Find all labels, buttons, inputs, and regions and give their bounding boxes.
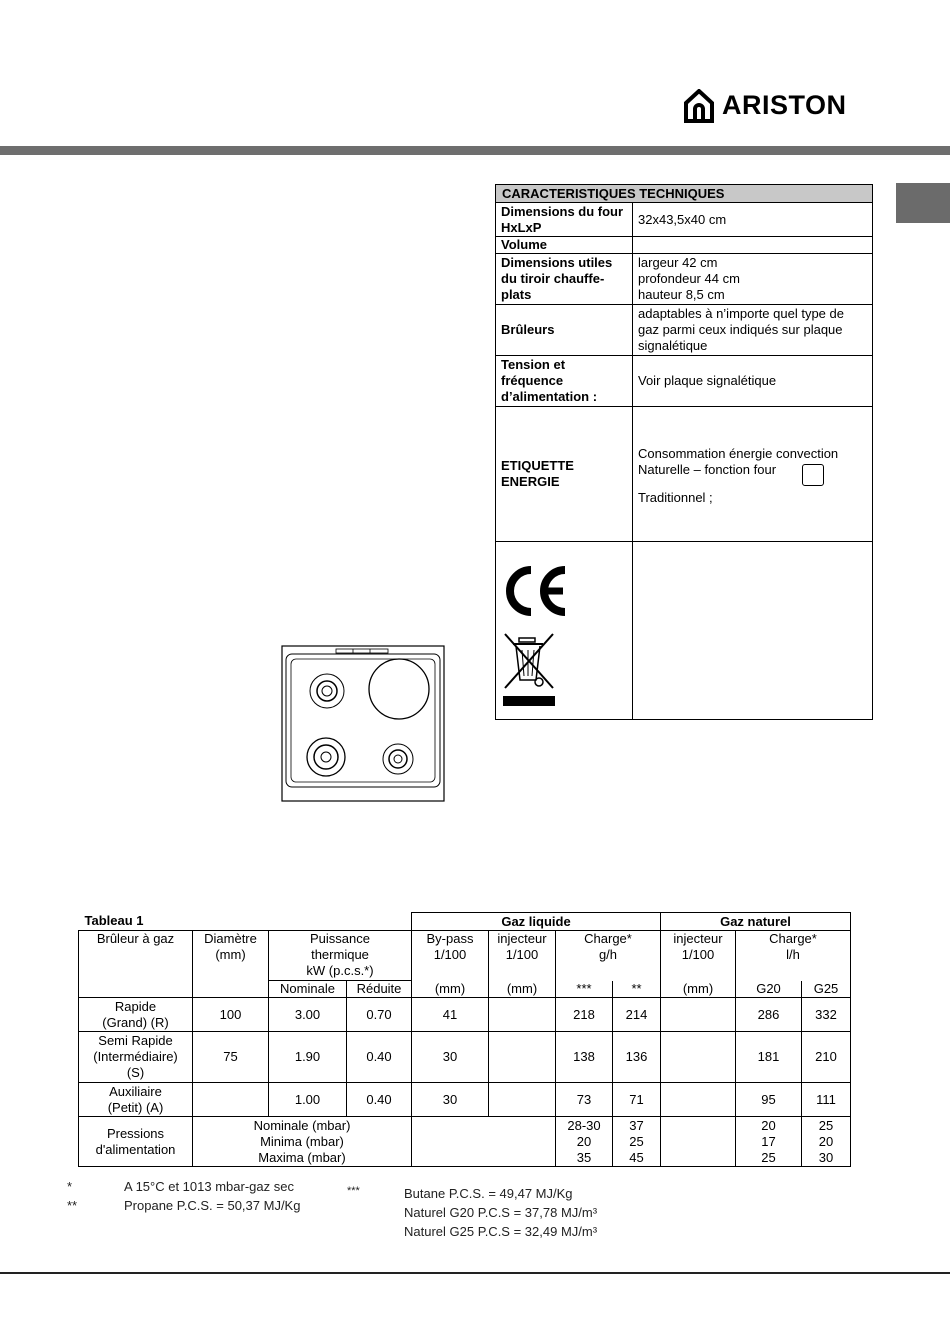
footer-rule (0, 1272, 950, 1274)
cell-charge-butane: 73 (556, 1083, 613, 1117)
house-logo-icon (684, 89, 714, 123)
tech-value-burners: adaptables à n’importe quel type de gaz parmi ceux indiqués sur plaque signalétique (633, 305, 873, 356)
cell-pressure-butane: 28-30 20 35 (556, 1117, 613, 1167)
cell-reduced: 0.40 (347, 1083, 412, 1117)
cell-charge-butane: 218 (556, 998, 613, 1032)
cell-pressure-labels: Nominale (mbar) Minima (mbar) Maxima (mbar) (193, 1117, 412, 1167)
cell-reduced: 0.70 (347, 998, 412, 1032)
ariston-logo (684, 88, 870, 124)
row-pressure-name: Pressions d'alimentation (79, 1117, 193, 1167)
group-natural-gas: Gaz naturel (661, 913, 851, 931)
header-butane: *** (556, 981, 613, 998)
drawer-width: largeur 42 cm (638, 255, 718, 270)
header-bypass: By-pass 1/100 (412, 931, 489, 981)
footnote-1-mark: * (67, 1179, 73, 1194)
cell-nominal: 1.00 (269, 1083, 347, 1117)
header-injector-liquid: injecteur 1/100 (489, 931, 556, 981)
cell-pressure-g20: 20 17 25 (736, 1117, 802, 1167)
tech-label-burners: Brûleurs (496, 305, 633, 356)
footnote-3-line-1: Butane P.C.S. = 49,47 MJ/Kg (404, 1186, 573, 1201)
table-row (79, 1117, 851, 1167)
cell-injector-liquid (489, 998, 556, 1032)
cell-pressure-g25: 25 20 30 (802, 1117, 851, 1167)
cell-charge-propane: 136 (613, 1032, 661, 1083)
header-power: Puissance thermique kW (p.c.s.*) (269, 931, 412, 981)
cell-charge-propane: 71 (613, 1083, 661, 1117)
table-row (79, 998, 851, 1032)
cell-injector-natural (661, 1083, 736, 1117)
header-reduced: Réduite (347, 981, 412, 998)
cell-injector-liquid (489, 1083, 556, 1117)
header-injector-liquid-unit: (mm) (489, 981, 556, 998)
cell-charge-butane: 138 (556, 1032, 613, 1083)
cell-diameter: 75 (193, 1032, 269, 1083)
energy-checkbox (802, 464, 824, 486)
tech-label-voltage: Tension et fréquence d’alimentation : (496, 356, 633, 407)
weee-bin-icon (501, 632, 561, 710)
group-liquid-gas: Gaz liquide (412, 913, 661, 931)
cell-nominal: 1.90 (269, 1032, 347, 1083)
cell-bypass: 30 (412, 1032, 489, 1083)
ce-mark-icon (501, 564, 571, 618)
hob-diagram (281, 645, 445, 802)
header-injector-natural: injecteur 1/100 (661, 931, 736, 981)
cell-nominal: 3.00 (269, 998, 347, 1032)
cell-injector-natural (661, 1032, 736, 1083)
drawer-depth: profondeur 44 cm (638, 271, 740, 286)
cell-injector-liquid (489, 1032, 556, 1083)
cell-g25: 210 (802, 1032, 851, 1083)
energy-line-2: Traditionnel ; (638, 490, 713, 505)
table-row (79, 1032, 851, 1083)
tech-symbols-value (633, 542, 873, 720)
cell-pressure-injector-natural (661, 1117, 736, 1167)
cell-g20: 95 (736, 1083, 802, 1117)
energy-line-1: Consommation énergie convection Naturelle – fonction four (638, 446, 839, 477)
header-charge-liquid: Charge* g/h (556, 931, 661, 981)
footnote-2-mark: ** (67, 1198, 78, 1213)
tech-label-volume: Volume (496, 237, 633, 254)
side-tab (896, 183, 950, 223)
cell-charge-propane: 214 (613, 998, 661, 1032)
cell-g25: 332 (802, 998, 851, 1032)
tech-value-drawer (633, 254, 873, 305)
cell-pressure-propane: 37 25 45 (613, 1117, 661, 1167)
footnote-3-line-2: Naturel G20 P.C.S = 37,78 MJ/m³ (404, 1205, 598, 1220)
cell-g20: 286 (736, 998, 802, 1032)
footnote-3-mark: *** (347, 1185, 360, 1197)
cell-g25: 111 (802, 1083, 851, 1117)
row-burner-name: Semi Rapide (Intermédiaire) (S) (79, 1032, 193, 1083)
tech-value-energy (633, 407, 873, 542)
tech-symbols-cell (496, 542, 633, 720)
tech-table-title: CARACTERISTIQUES TECHNIQUES (496, 185, 873, 203)
brand-name: ARISTON (722, 90, 847, 120)
table-row (79, 1083, 851, 1117)
tech-value-voltage: Voir plaque signalétique (633, 356, 873, 407)
tech-label-dimensions: Dimensions du four HxLxP (496, 203, 633, 237)
cell-diameter: 100 (193, 998, 269, 1032)
tech-value-dimensions: 32x43,5x40 cm (633, 203, 873, 237)
header-charge-natural: Charge* l/h (736, 931, 851, 981)
tech-label-energy: ETIQUETTE ENERGIE (496, 407, 633, 542)
drawer-height: hauteur 8,5 cm (638, 287, 725, 302)
header-bar (0, 146, 950, 155)
cell-pressure-empty (412, 1117, 556, 1167)
header-propane: ** (613, 981, 661, 998)
cell-bypass: 41 (412, 998, 489, 1032)
header-bypass-unit: (mm) (412, 981, 489, 998)
burner-gas-table (78, 912, 851, 1167)
header-diameter: Diamètre (mm) (193, 931, 269, 998)
footnote-3-line-3: Naturel G25 P.C.S = 32,49 MJ/m³ (404, 1224, 598, 1239)
table1-title: Tableau 1 (84, 913, 144, 929)
footnote-2-text: Propane P.C.S. = 50,37 MJ/Kg (124, 1198, 301, 1213)
technical-characteristics-table (495, 184, 873, 720)
tech-value-volume (633, 237, 873, 254)
header-nominal: Nominale (269, 981, 347, 998)
cell-bypass: 30 (412, 1083, 489, 1117)
footnote-1-text: A 15°C et 1013 mbar-gaz sec (124, 1179, 294, 1194)
cell-injector-natural (661, 998, 736, 1032)
cell-diameter (193, 1083, 269, 1117)
cell-g20: 181 (736, 1032, 802, 1083)
row-burner-name: Rapide (Grand) (R) (79, 998, 193, 1032)
tech-label-drawer: Dimensions utiles du tiroir chauffe-plats (496, 254, 633, 305)
header-g20: G20 (736, 981, 802, 998)
header-injector-natural-unit: (mm) (661, 981, 736, 998)
header-burner: Brûleur à gaz (79, 931, 193, 998)
cell-reduced: 0.40 (347, 1032, 412, 1083)
header-g25: G25 (802, 981, 851, 998)
row-burner-name: Auxiliaire (Petit) (A) (79, 1083, 193, 1117)
